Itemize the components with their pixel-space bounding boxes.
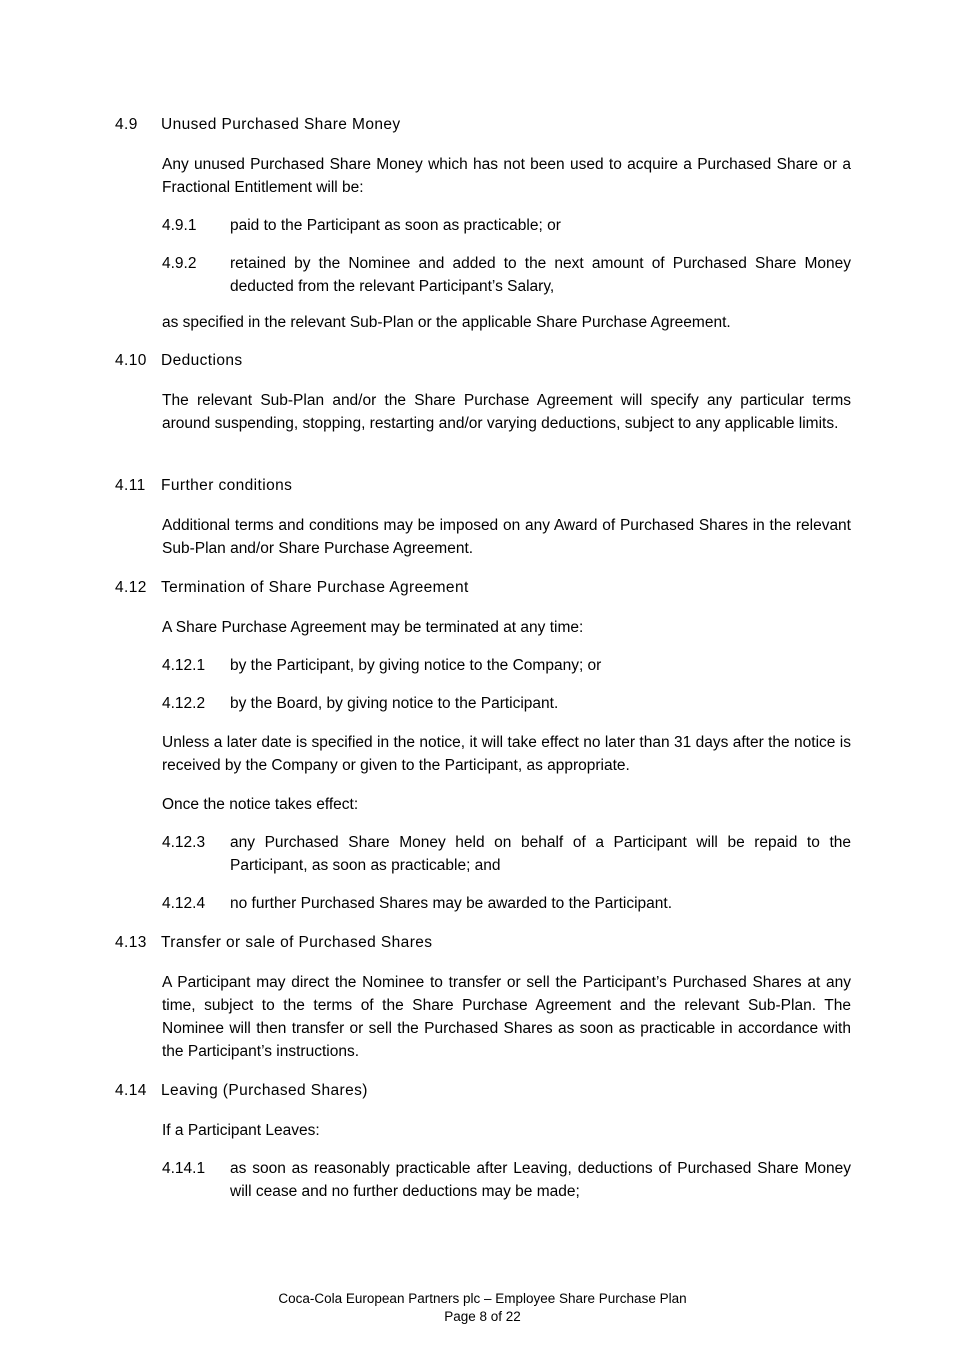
section-heading-4-11 (115, 474, 292, 497)
section-paragraph: A Share Purchase Agreement may be terminated at any time: (162, 619, 584, 636)
list-item-text: any Purchased Share Money held on behalf of a Participant will be repaid to the Participant, as soon as practicable; and (230, 834, 851, 874)
list-item-text: by the Participant, by giving notice to the Company; or (230, 657, 602, 674)
section-title: Leaving (Purchased Shares) (161, 1082, 368, 1099)
page-footer (0, 1290, 965, 1326)
section-heading-4-10 (115, 349, 243, 372)
list-item (162, 214, 851, 237)
section-heading-4-12 (115, 576, 469, 599)
footer-document-title: Coca-Cola European Partners plc – Employee Share Purchase Plan (278, 1291, 687, 1306)
section-paragraph: Any unused Purchased Share Money which has not been used to acquire a Purchased Share or a Fractional Entitlement will be: (162, 156, 851, 196)
list-item-text: retained by the Nominee and added to the next amount of Purchased Share Money deducted from the relevant Participant’s Salary, (230, 255, 851, 295)
list-item (162, 692, 851, 715)
list-item (162, 1157, 851, 1203)
list-item-number: 4.12.3 (162, 834, 206, 851)
section-paragraph: as specified in the relevant Sub-Plan or the applicable Share Purchase Agreement. (162, 314, 731, 331)
section-paragraph: Unless a later date is specified in the notice, it will take effect no later than 31 days after the notice is received by the Company or given to the Participant, as appropriate. (162, 734, 851, 774)
list-item (162, 892, 851, 915)
list-item-number: 4.9.2 (162, 255, 197, 272)
list-item-number: 4.12.1 (162, 657, 206, 674)
list-item-number: 4.12.2 (162, 695, 206, 712)
list-item (162, 654, 851, 677)
section-number: 4.10 (115, 352, 147, 369)
section-title: Unused Purchased Share Money (161, 116, 401, 133)
section-number: 4.11 (115, 477, 146, 494)
section-paragraph: If a Participant Leaves: (162, 1122, 320, 1139)
footer-page-number: Page 8 of 22 (444, 1309, 521, 1324)
section-heading-4-13 (115, 931, 432, 954)
section-title: Deductions (161, 352, 243, 369)
section-number: 4.13 (115, 934, 147, 951)
list-item-text: no further Purchased Shares may be awarded to the Participant. (230, 895, 672, 912)
list-item-number: 4.12.4 (162, 895, 206, 912)
section-paragraph: Additional terms and conditions may be imposed on any Award of Purchased Shares in the relevant Sub-Plan and/or Share Purchase Agreement. (162, 517, 851, 557)
list-item-text: as soon as reasonably practicable after Leaving, deductions of Purchased Share Money will cease and no further deductions may be made; (230, 1160, 851, 1200)
section-title: Termination of Share Purchase Agreement (161, 579, 469, 596)
list-item-number: 4.14.1 (162, 1160, 206, 1177)
list-item-number: 4.9.1 (162, 217, 197, 234)
section-number: 4.14 (115, 1082, 147, 1099)
section-title: Further conditions (161, 477, 293, 494)
section-heading-4-14 (115, 1079, 368, 1102)
list-item-text: by the Board, by giving notice to the Participant. (230, 695, 559, 712)
section-number: 4.12 (115, 579, 147, 596)
list-item-text: paid to the Participant as soon as practicable; or (230, 217, 561, 234)
section-number: 4.9 (115, 116, 138, 133)
section-paragraph: The relevant Sub-Plan and/or the Share Purchase Agreement will specify any particular terms around suspending, stopping, restarting and/or varying deductions, subject to any applicable limits. (162, 392, 851, 432)
list-item (162, 831, 851, 877)
section-title: Transfer or sale of Purchased Shares (161, 934, 433, 951)
section-heading-4-9 (115, 113, 401, 136)
list-item (162, 252, 851, 298)
section-paragraph: Once the notice takes effect: (162, 796, 359, 813)
section-paragraph: A Participant may direct the Nominee to transfer or sell the Participant’s Purchased Shares at any time, subject to the terms of the Share Purchase Agreement and the relevant Sub-Plan. The Nominee will then transfer or sell the Purchased Shares as soon as practicable in accordance with the Participant’s instructions. (162, 974, 851, 1060)
